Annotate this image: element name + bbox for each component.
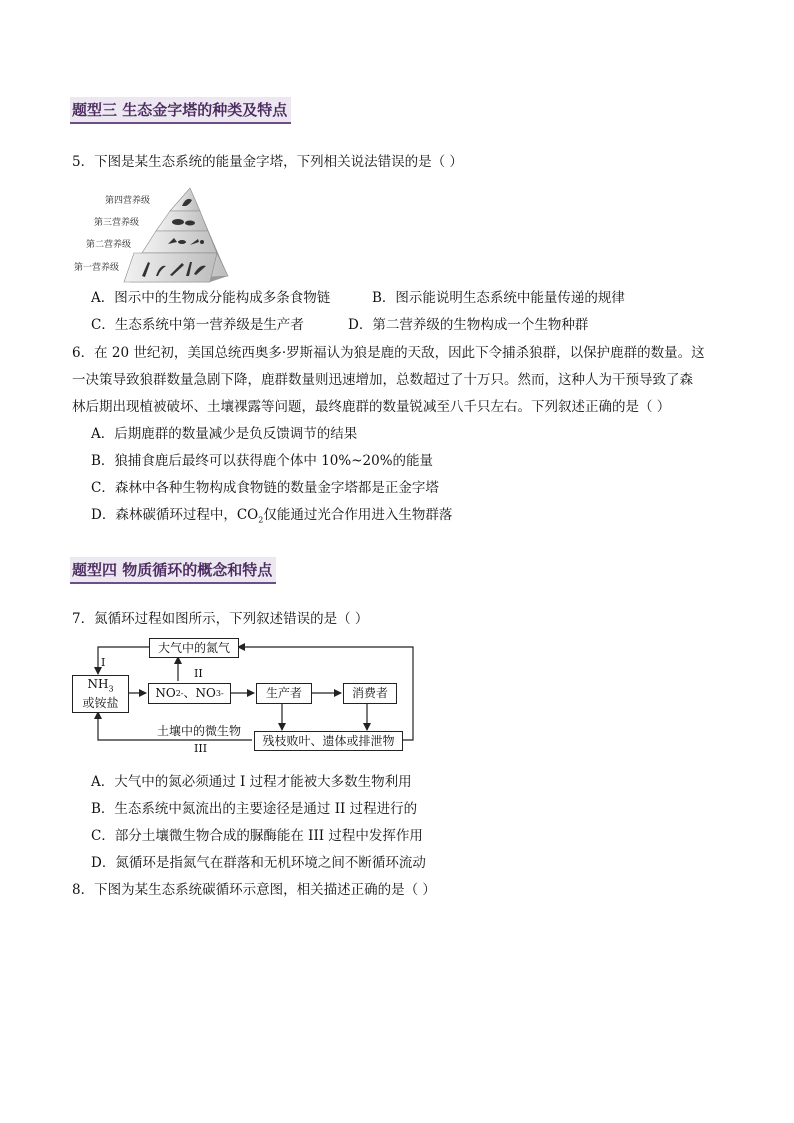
nitrite-sup: - — [180, 689, 184, 698]
box-consumer: 消费者 — [343, 683, 397, 704]
nitrate-sup: - — [220, 689, 224, 698]
ammonia-text: NH — [87, 676, 109, 691]
question-6-option-d-sub: 2 — [258, 515, 264, 525]
question-7-option-d: D．氮循环是指氮气在群落和无机环境之间不断循环流动 — [91, 855, 426, 871]
question-6-stem-line-2: 一决策导致狼群数量急剧下降，鹿群数量则迅速增加，总数超过了十万只。然而，这种人为干预导致了森 — [72, 372, 693, 388]
box-ammonia — [72, 675, 129, 713]
question-7-option-c: C．部分土壤微生物合成的脲酶能在 III 过程中发挥作用 — [91, 828, 423, 844]
question-6-option-d-post: 仅能通过光合作用进入生物群落 — [263, 507, 453, 523]
question-6-option-a: A．后期鹿群的数量减少是负反馈调节的结果 — [91, 426, 358, 442]
question-5-option-d: D．第二营养级的生物构成一个生物种群 — [348, 317, 589, 333]
energy-pyramid-figure — [72, 184, 232, 284]
box-producer: 生产者 — [256, 683, 312, 704]
ammonia-formula — [87, 677, 113, 696]
question-5-option-c: C．生态系统中第一营养级是生产者 — [91, 317, 304, 333]
question-7-option-b: B．生态系统中氮流出的主要途径是通过 II 过程进行的 — [91, 801, 418, 817]
question-6-stem-line-1: 6．在 20 世纪初，美国总统西奥多·罗斯福认为狼是鹿的天敌，因此下令捕杀狼群，以保护鹿群的数量。这 — [72, 345, 705, 361]
nitrate-sub: 3 — [215, 689, 221, 698]
pyramid-level-4 — [170, 188, 200, 211]
question-6-stem-line-3: 林后期出现植被破坏、土壤裸露等问题，最终鹿群的数量锐减至八千只左右。下列叙述正确的是（ ） — [72, 399, 671, 415]
question-5-option-a: A．图示中的生物成分能构成多条食物链 — [91, 290, 331, 306]
question-6-option-d-pre: D．森林碳循环过程中，CO — [91, 507, 259, 523]
nitrate-text: 、NO — [183, 686, 216, 700]
nitrogen-cycle-diagram — [70, 636, 420, 754]
question-6-option-d — [91, 505, 452, 531]
question-7-stem: 7．氮循环过程如图所示，下列叙述错误的是（ ） — [72, 611, 369, 627]
label-process-ii: II — [194, 667, 203, 680]
nitrite-sub: 2 — [175, 689, 181, 698]
arrow-process-i — [98, 647, 149, 674]
label-soil-microbes: 土壤中的微生物 — [157, 724, 242, 738]
ammonia-sub: 3 — [108, 684, 114, 694]
question-6-option-c: C．森林中各种生物构成食物链的数量金字塔都是正金字塔 — [91, 480, 439, 496]
label-process-i: I — [101, 656, 106, 669]
question-6-option-b: B．狼捕食鹿后最终可以获得鹿个体中 10%~20%的能量 — [91, 453, 434, 469]
question-7-option-a: A．大气中的氮必须通过 I 过程才能被大多数生物利用 — [91, 774, 412, 790]
question-5-option-b: B．图示能说明生态系统中能量传递的规律 — [372, 290, 625, 306]
label-process-iii: III — [194, 742, 208, 755]
question-8-stem: 8．下图为某生态系统碳循环示意图，相关描述正确的是（ ） — [72, 882, 436, 898]
pyramid-label-level-4: 第四营养级 — [105, 196, 151, 206]
box-atmosphere-nitrogen: 大气中的氮气 — [149, 638, 239, 658]
pyramid-label-level-1: 第一营养级 — [74, 263, 120, 273]
question-5-stem: 5．下图是某生态系统的能量金字塔，下列相关说法错误的是（ ） — [72, 154, 463, 170]
pyramid-label-level-2: 第二营养级 — [86, 240, 132, 250]
box-nitrite-nitrate — [148, 683, 231, 704]
nitrite-text: NO — [155, 686, 176, 700]
box-residue: 残枝败叶、遗体或排泄物 — [254, 731, 403, 751]
pyramid-label-level-3: 第三营养级 — [94, 218, 140, 228]
ammonium-salt-text: 或铵盐 — [82, 696, 119, 711]
section-heading-4: 题型四 物质循环的概念和特点 — [70, 557, 276, 584]
section-heading-3: 题型三 生态金字塔的种类及特点 — [70, 97, 291, 124]
